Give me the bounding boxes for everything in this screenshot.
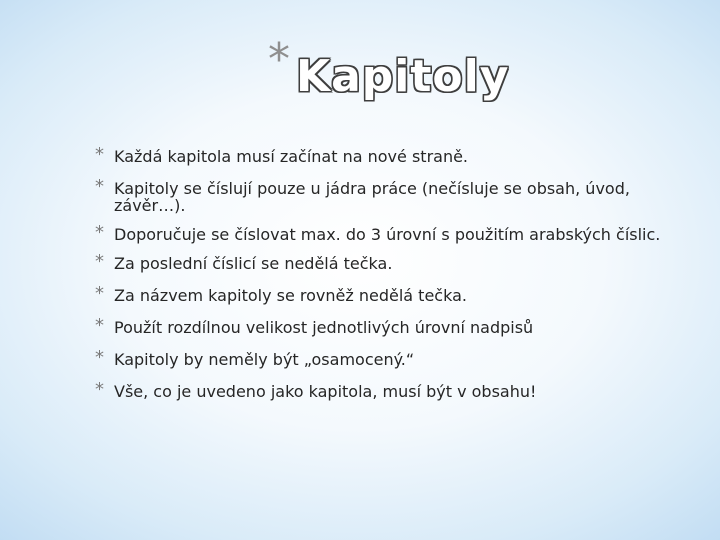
slide-title: Kapitoly xyxy=(296,51,510,102)
bullet-text: Kapitoly by neměly být „osamocený.“ xyxy=(114,350,415,369)
bullet-item xyxy=(95,222,685,244)
bullet-asterisk-icon: * xyxy=(95,251,104,272)
bullet-asterisk-icon: * xyxy=(95,315,104,336)
bullet-text: Vše, co je uvedeno jako kapitola, musí být v obsahu! xyxy=(114,382,537,401)
title-asterisk-icon: * xyxy=(268,34,290,85)
bullet-list xyxy=(95,144,685,415)
bullet-item xyxy=(95,251,685,273)
bullet-text: Použít rozdílnou velikost jednotlivých úrovní nadpisů xyxy=(114,318,534,337)
bullet-item xyxy=(95,347,685,369)
bullet-item xyxy=(95,315,685,337)
bullet-asterisk-icon: * xyxy=(95,347,104,368)
bullet-item xyxy=(95,379,685,401)
bullet-asterisk-icon: * xyxy=(95,283,104,304)
bullet-item xyxy=(95,144,685,166)
bullet-asterisk-icon: * xyxy=(95,222,104,243)
bullet-text: Za názvem kapitoly se rovněž nedělá tečka. xyxy=(114,286,467,305)
bullet-asterisk-icon: * xyxy=(95,176,104,197)
bullet-asterisk-icon: * xyxy=(95,379,104,400)
bullet-item xyxy=(95,176,685,215)
title-area xyxy=(0,34,720,108)
bullet-text: Za poslední číslicí se nedělá tečka. xyxy=(114,254,393,273)
bullet-text: Kapitoly se číslují pouze u jádra práce (nečísluje se obsah, úvod, závěr…). xyxy=(114,179,630,215)
bullet-text: Doporučuje se číslovat max. do 3 úrovní s použitím arabských číslic. xyxy=(114,225,661,244)
bullet-text: Každá kapitola musí začínat na nové straně. xyxy=(114,147,469,166)
bullet-item xyxy=(95,283,685,305)
bullet-asterisk-icon: * xyxy=(95,144,104,165)
